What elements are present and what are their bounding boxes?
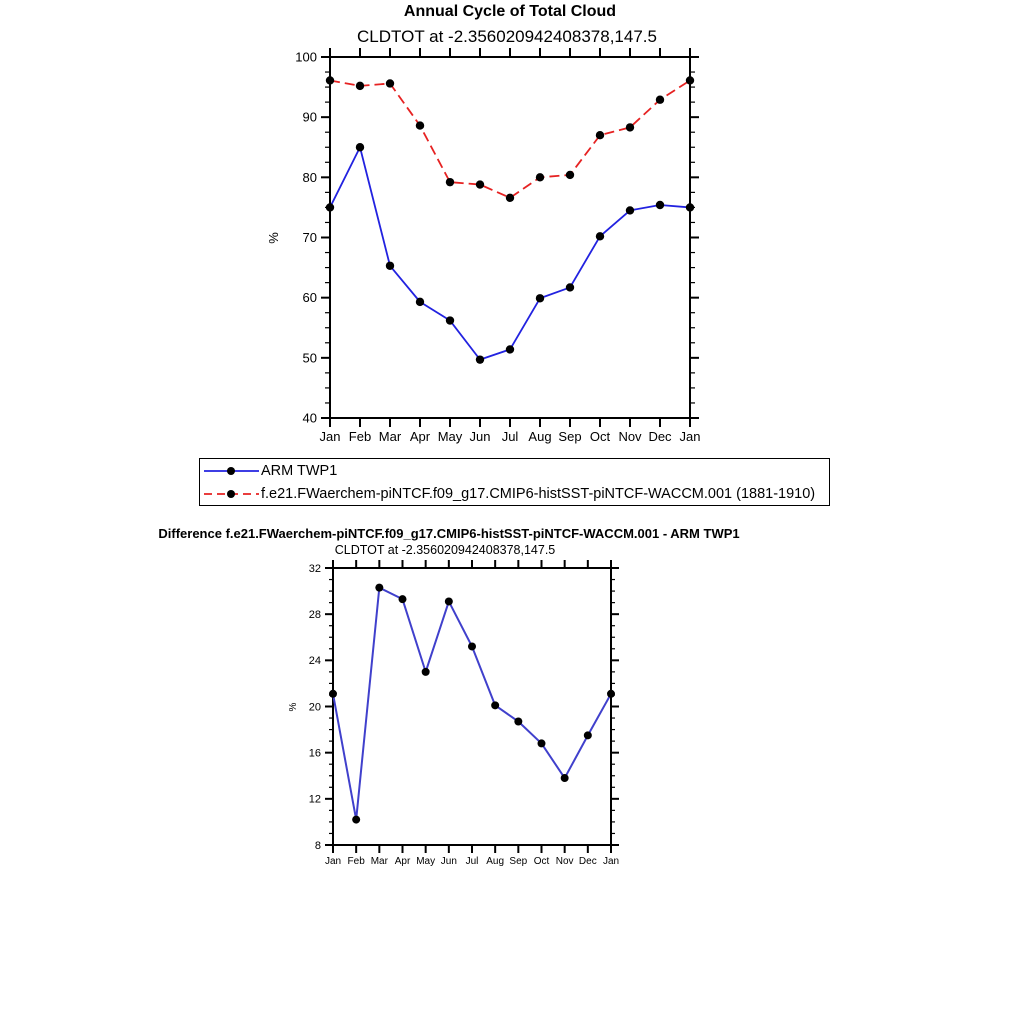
top-chart-title: Annual Cycle of Total Cloud <box>403 3 617 20</box>
x-tick-label: Dec <box>648 429 672 444</box>
x-tick-label: May <box>437 429 463 444</box>
y-axis-label: % <box>266 232 281 244</box>
x-tick-label: Jan <box>602 856 620 867</box>
data-point-marker <box>514 718 522 726</box>
legend-sample-dashed-red-line-icon <box>203 488 261 500</box>
data-point-marker <box>326 76 334 84</box>
data-point-marker <box>445 597 453 605</box>
top-chart <box>266 48 700 444</box>
x-tick-label: Jun <box>469 429 491 444</box>
x-tick-label: Dec <box>578 856 597 867</box>
data-point-marker <box>566 171 574 179</box>
data-point-marker <box>536 294 544 302</box>
x-tick-label: Mar <box>370 856 388 867</box>
series-line-1 <box>330 80 690 197</box>
data-point-marker <box>356 82 364 90</box>
y-tick-label: 90 <box>302 109 317 125</box>
x-tick-label: Jan <box>679 429 701 444</box>
data-point-marker <box>446 316 454 324</box>
x-tick-label: Feb <box>347 856 365 867</box>
y-tick-label: 8 <box>314 839 321 852</box>
data-point-marker <box>607 690 615 698</box>
data-point-marker <box>422 668 430 676</box>
data-point-marker <box>686 203 694 211</box>
series-line-0 <box>333 588 611 820</box>
data-point-marker <box>329 690 337 698</box>
top-chart-subtitle: CLDTOT at -2.356020942408378,147.5 <box>357 27 657 46</box>
data-point-marker <box>356 143 364 151</box>
y-tick-label: 24 <box>308 655 321 668</box>
x-tick-label: Apr <box>409 429 431 444</box>
plot-frame <box>330 57 690 418</box>
data-point-marker <box>536 173 544 181</box>
data-point-marker <box>566 283 574 291</box>
data-point-marker <box>468 642 476 650</box>
data-point-marker <box>476 180 484 188</box>
legend-item-model <box>200 482 829 505</box>
x-tick-label: Sep <box>509 856 528 867</box>
series-line-0 <box>330 147 690 359</box>
y-tick-label: 20 <box>308 701 321 714</box>
x-tick-label: Aug <box>486 856 505 867</box>
y-tick-label: 50 <box>302 350 317 366</box>
data-point-marker <box>416 121 424 129</box>
data-point-marker <box>506 345 514 353</box>
data-point-marker <box>491 701 499 709</box>
legend-label-model: f.e21.FWaerchem-piNTCF.f09_g17.CMIP6-histSST-piNTCF-WACCM.001 (1881-1910) <box>261 485 816 502</box>
data-point-marker <box>352 816 360 824</box>
data-point-marker <box>386 262 394 270</box>
x-tick-label: Jun <box>440 856 457 867</box>
data-point-marker <box>506 194 514 202</box>
data-point-marker <box>626 206 634 214</box>
y-tick-label: 100 <box>295 49 317 65</box>
legend-box <box>199 458 830 506</box>
data-point-marker <box>326 203 334 211</box>
data-point-marker <box>656 96 664 104</box>
y-tick-label: 80 <box>302 169 317 185</box>
data-point-marker <box>416 298 424 306</box>
bottom-chart-title: Difference f.e21.FWaerchem-piNTCF.f09_g17.CMIP6-histSST-piNTCF-WACCM.001 - ARM TWP1 <box>158 526 740 541</box>
data-point-marker <box>446 178 454 186</box>
bottom-chart-subtitle: CLDTOT at -2.356020942408378,147.5 <box>334 543 556 557</box>
legend-item-arm-twp1 <box>200 459 829 482</box>
bottom-chart <box>288 560 619 867</box>
x-tick-label: Oct <box>533 856 550 867</box>
data-point-marker <box>399 595 407 603</box>
x-tick-label: Oct <box>589 429 611 444</box>
data-point-marker <box>596 232 604 240</box>
data-point-marker <box>656 201 664 209</box>
data-point-marker <box>386 79 394 87</box>
legend-marker <box>227 467 235 475</box>
y-tick-label: 60 <box>302 290 317 306</box>
x-tick-label: May <box>416 856 436 867</box>
legend-sample-solid-blue-line-icon <box>203 465 261 477</box>
data-point-marker <box>476 355 484 363</box>
y-tick-label: 70 <box>302 230 317 246</box>
x-tick-label: Feb <box>348 429 372 444</box>
x-tick-label: Mar <box>378 429 402 444</box>
y-axis-label: % <box>288 702 299 712</box>
data-point-marker <box>584 731 592 739</box>
legend-marker <box>227 490 235 498</box>
x-tick-label: Aug <box>528 429 552 444</box>
x-tick-label: Jan <box>324 856 342 867</box>
x-tick-label: Nov <box>555 856 574 867</box>
data-point-marker <box>375 584 383 592</box>
x-tick-label: Jul <box>465 856 479 867</box>
y-tick-label: 40 <box>302 410 317 426</box>
y-tick-label: 12 <box>308 793 321 806</box>
data-point-marker <box>686 76 694 84</box>
plot-frame <box>333 568 611 845</box>
x-tick-label: Jul <box>501 429 519 444</box>
data-point-marker <box>538 739 546 747</box>
x-tick-label: Jan <box>319 429 341 444</box>
x-tick-label: Apr <box>394 856 411 867</box>
x-tick-label: Nov <box>618 429 642 444</box>
y-tick-label: 28 <box>308 609 321 622</box>
data-point-marker <box>561 774 569 782</box>
data-point-marker <box>626 123 634 131</box>
x-tick-label: Sep <box>558 429 582 444</box>
y-tick-label: 16 <box>308 747 321 760</box>
y-tick-label: 32 <box>308 562 321 575</box>
legend-label-arm-twp1: ARM TWP1 <box>261 462 338 479</box>
data-point-marker <box>596 131 604 139</box>
